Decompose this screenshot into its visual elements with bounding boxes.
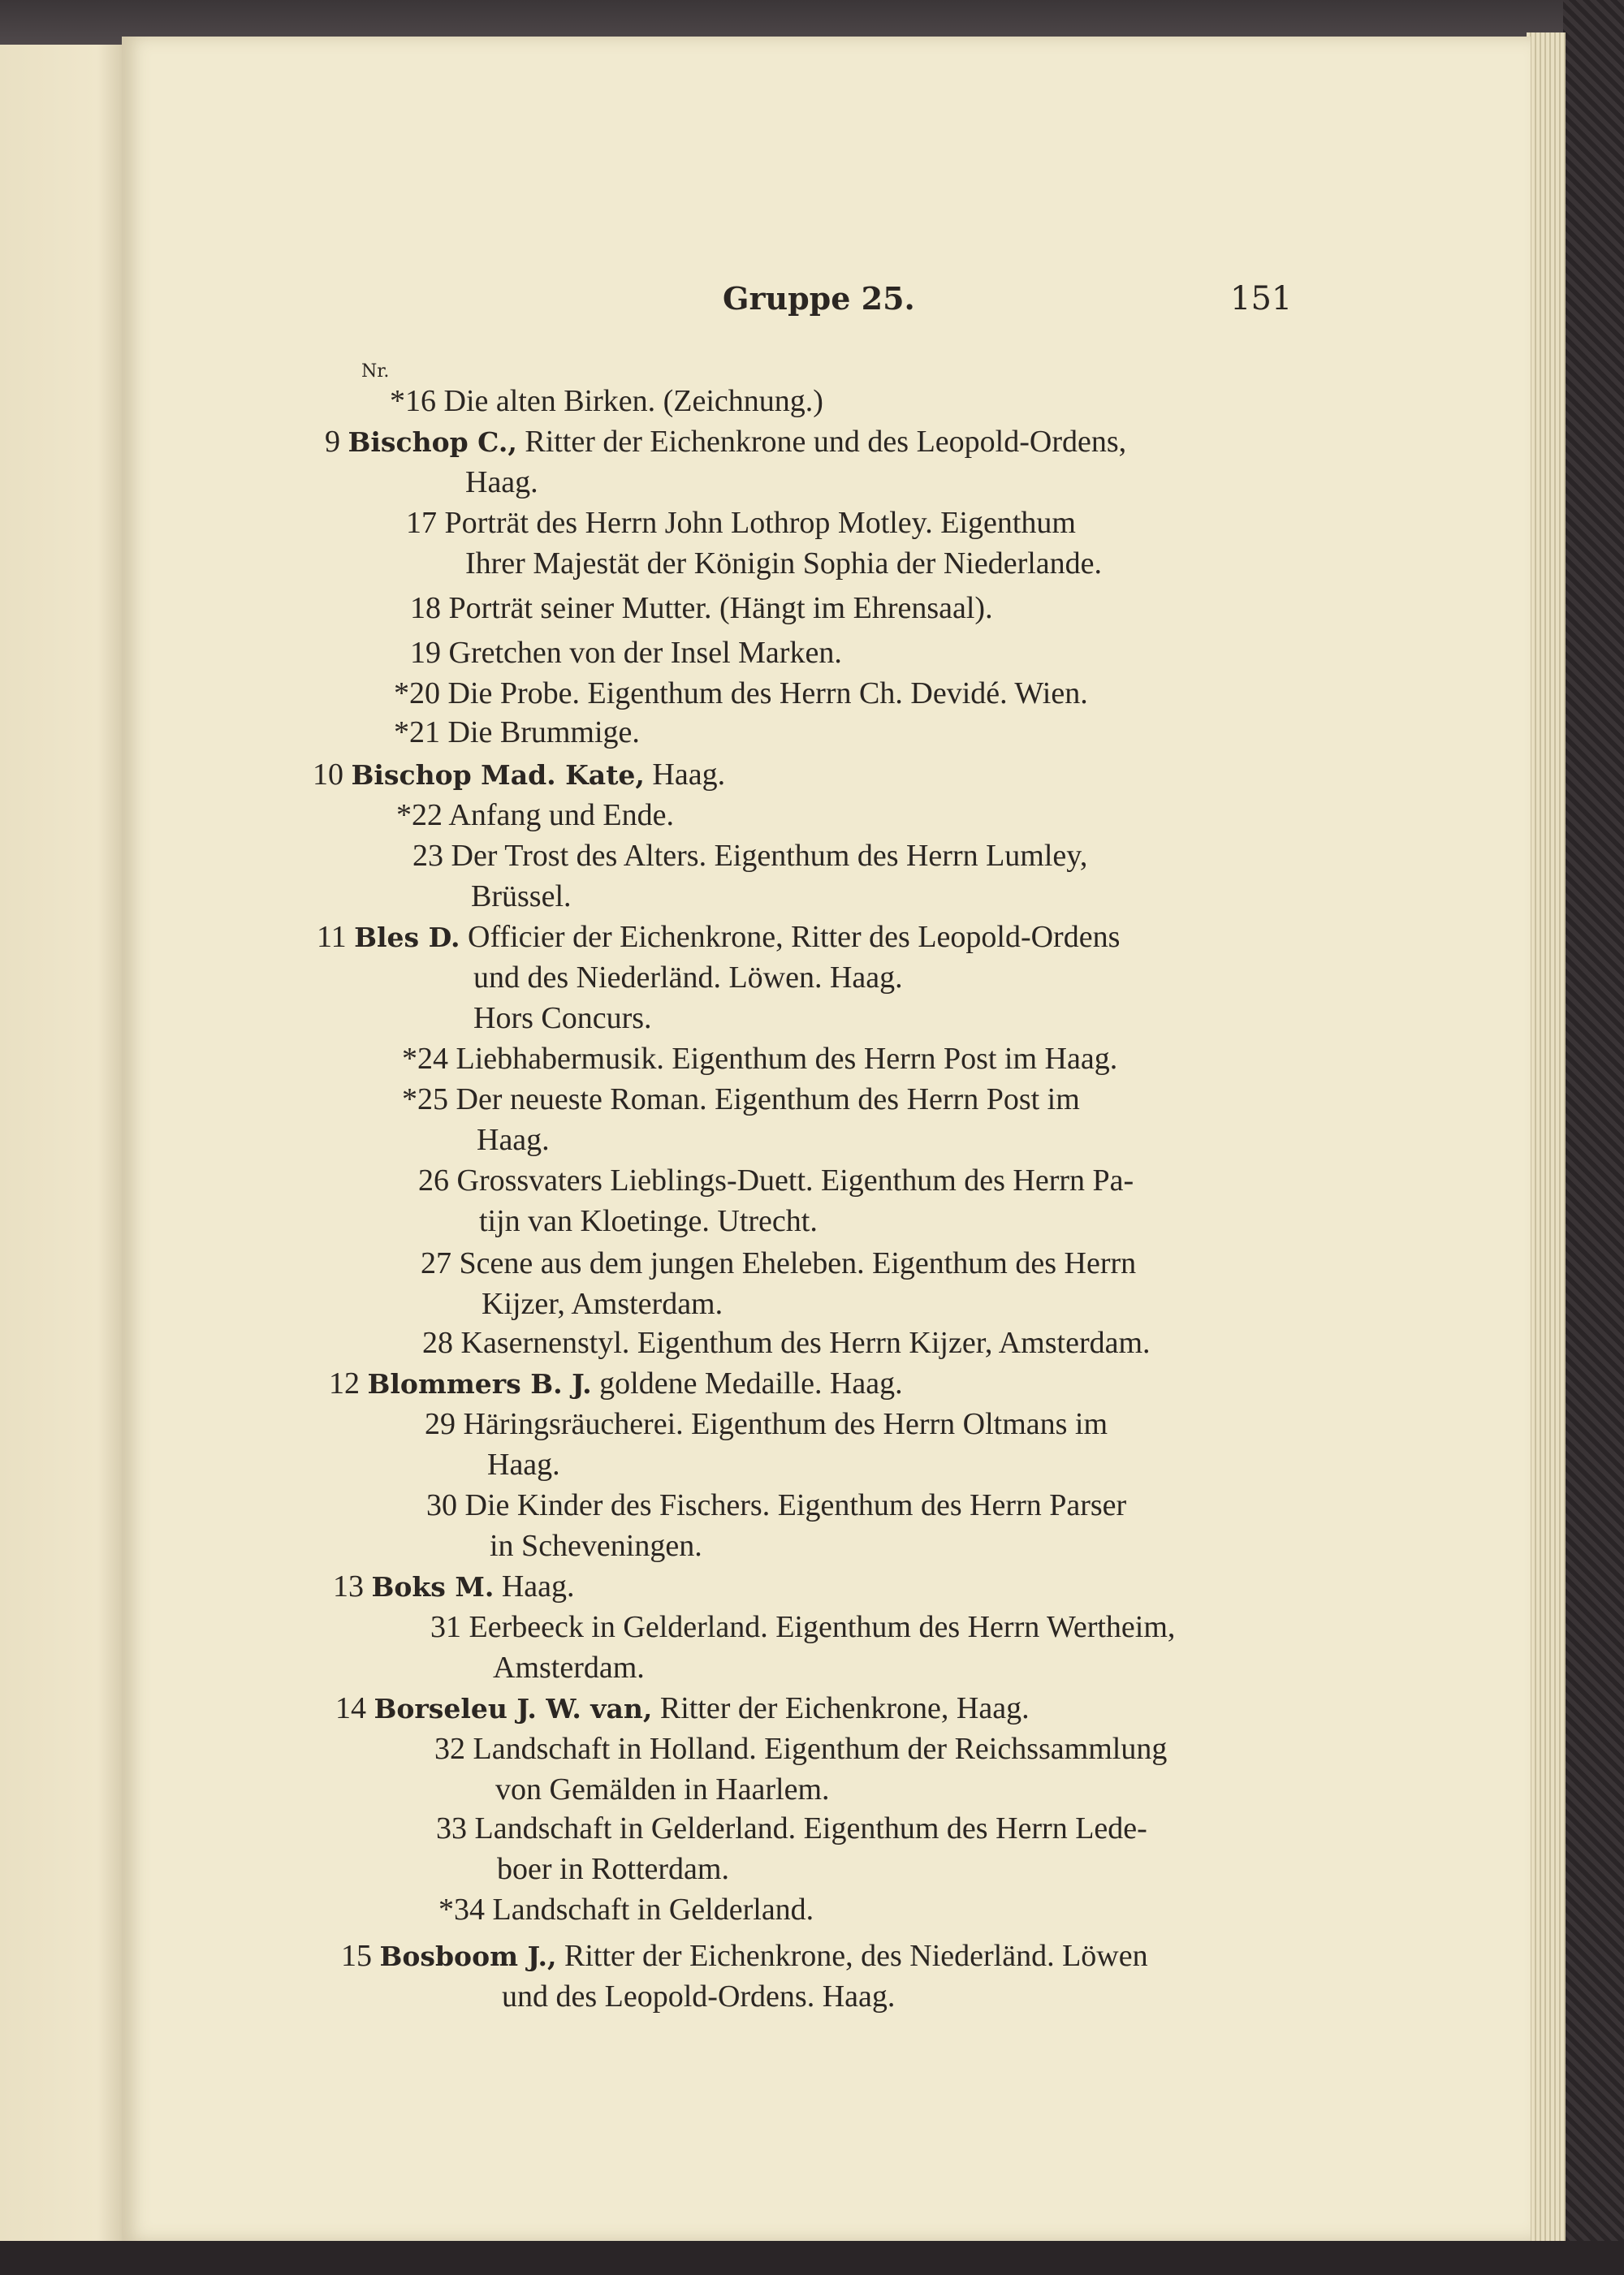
- item-text: Der Trost des Alters. Eigenthum des Herrn Lumley,: [451, 839, 1088, 873]
- running-title: Gruppe 25.: [723, 280, 915, 317]
- artist-honours: Officier der Eichenkrone, Ritter des Leopold-Ordens: [468, 920, 1121, 954]
- entry-line: [418, 1161, 1134, 1200]
- continuation-line: [477, 1120, 550, 1159]
- artist-honours: Haag.: [501, 1569, 575, 1604]
- item-number: 33: [436, 1811, 467, 1845]
- artist-honours: goldene Medaille. Haag.: [599, 1366, 903, 1401]
- item-text: Scene aus dem jungen Eheleben. Eigenthum des Herrn: [459, 1246, 1137, 1280]
- item-text: Die Kinder des Fischers. Eigenthum des Herrn Parser: [464, 1488, 1127, 1522]
- entry-line: [402, 1039, 1117, 1078]
- continuation-line: [482, 1284, 723, 1323]
- item-text: Haag.: [477, 1123, 550, 1157]
- continuation-line: [479, 1202, 818, 1241]
- entry-line: [430, 1608, 1175, 1647]
- continuation-line: [502, 1977, 895, 2016]
- artist-line: [317, 917, 1120, 956]
- item-number: 29: [425, 1407, 456, 1441]
- item-text: Landschaft in Gelderland. Eigenthum des Herrn Lede-: [474, 1811, 1147, 1845]
- artist-number: 10: [313, 758, 343, 792]
- item-number: 31: [430, 1610, 461, 1644]
- book-cover-bottom: [0, 2241, 1624, 2275]
- continuation-line: [471, 877, 572, 916]
- continuation-line: [473, 999, 652, 1038]
- artist-number: 12: [329, 1366, 360, 1401]
- artist-number: 14: [335, 1691, 366, 1725]
- item-text: von Gemälden in Haarlem.: [495, 1772, 830, 1807]
- item-text: Die Probe. Eigenthum des Herrn Ch. Devidé. Wien.: [447, 676, 1088, 710]
- item-text: Landschaft in Gelderland.: [492, 1893, 814, 1927]
- entry-line: [390, 382, 823, 421]
- artist-line: [333, 1567, 575, 1606]
- item-text: Häringsräucherei. Eigenthum des Herrn Oltmans im: [463, 1407, 1108, 1441]
- artist-honours: Ritter der Eichenkrone, des Niederländ. Löwen: [564, 1939, 1148, 1973]
- artist-number: 13: [333, 1569, 364, 1604]
- item-number: *22: [396, 798, 443, 832]
- artist-honours: Haag.: [652, 758, 726, 792]
- artist-honours: Ritter der Eichenkrone, Haag.: [659, 1691, 1030, 1725]
- item-text: Kasernenstyl. Eigenthum des Herrn Kijzer, Amsterdam.: [460, 1326, 1151, 1360]
- item-text: Eerbeeck in Gelderland. Eigenthum des Herrn Wertheim,: [469, 1610, 1176, 1644]
- item-text: Porträt des Herrn John Lothrop Motley. Eigenthum: [444, 506, 1076, 540]
- continuation-line: [465, 463, 538, 502]
- entry-line: [426, 1486, 1126, 1525]
- artist-number: 11: [317, 920, 347, 954]
- artist-name: Bosboom J.,: [379, 1940, 557, 1972]
- artist-name: Blommers B. J.: [367, 1368, 592, 1400]
- nr-column-label: Nr.: [361, 361, 390, 382]
- item-number: 23: [412, 839, 443, 873]
- item-number: *16: [390, 384, 436, 418]
- artist-name: Boks M.: [371, 1571, 495, 1603]
- item-text: und des Niederländ. Löwen. Haag.: [473, 961, 903, 995]
- artist-number: 15: [341, 1939, 372, 1973]
- item-text: Kijzer, Amsterdam.: [482, 1287, 723, 1321]
- entry-line: [394, 674, 1088, 713]
- item-number: *24: [402, 1042, 448, 1076]
- entry-line: [410, 589, 993, 628]
- page-stack-edges: [1527, 32, 1566, 2241]
- entry-line: [410, 633, 842, 672]
- item-text: Hors Concurs.: [473, 1001, 652, 1035]
- item-number: *21: [394, 715, 440, 749]
- artist-name: Bles D.: [354, 922, 460, 953]
- artist-line: [325, 422, 1126, 461]
- artist-line: [341, 1936, 1148, 1975]
- item-number: 18: [410, 591, 441, 625]
- item-text: Brüssel.: [471, 879, 572, 913]
- entry-line: [394, 713, 640, 752]
- item-number: 30: [426, 1488, 457, 1522]
- artist-honours: Ritter der Eichenkrone und des Leopold-Ordens,: [525, 425, 1127, 459]
- artist-line: [329, 1364, 903, 1403]
- continuation-line: [493, 1648, 645, 1687]
- item-text: Gretchen von der Insel Marken.: [448, 636, 842, 670]
- item-text: Anfang und Ende.: [448, 798, 674, 832]
- artist-line: [335, 1689, 1030, 1728]
- entry-line: [438, 1890, 814, 1929]
- entry-line: [396, 796, 674, 835]
- item-text: Haag.: [465, 465, 538, 499]
- item-text: Porträt seiner Mutter. (Hängt im Ehrensaal).: [448, 591, 993, 625]
- item-text: Landschaft in Holland. Eigenthum der Reichssammlung: [473, 1732, 1168, 1766]
- item-number: 26: [418, 1163, 449, 1198]
- item-text: Liebhabermusik. Eigenthum des Herrn Post im Haag.: [456, 1042, 1118, 1076]
- item-number: 19: [410, 636, 441, 670]
- item-text: Der neueste Roman. Eigenthum des Herrn Post im: [456, 1082, 1080, 1116]
- item-text: Haag.: [487, 1448, 560, 1482]
- item-text: Die Brummige.: [447, 715, 640, 749]
- item-text: und des Leopold-Ordens. Haag.: [502, 1979, 896, 2014]
- entry-line: [421, 1244, 1136, 1283]
- continuation-line: [473, 958, 903, 997]
- item-number: *34: [438, 1893, 485, 1927]
- item-text: Grossvaters Lieblings-Duett. Eigenthum des Herrn Pa-: [456, 1163, 1134, 1198]
- artist-name: Bischop C.,: [348, 426, 517, 458]
- page-header: [122, 280, 1531, 329]
- artist-number: 9: [325, 425, 340, 459]
- entry-line: [412, 836, 1087, 875]
- item-number: 32: [434, 1732, 465, 1766]
- item-text: Die alten Birken. (Zeichnung.): [443, 384, 823, 418]
- book-cover-edge: [1563, 0, 1624, 2275]
- book-page: [122, 37, 1531, 2241]
- continuation-line: [487, 1445, 560, 1484]
- entry-line: [422, 1323, 1151, 1362]
- item-number: *25: [402, 1082, 448, 1116]
- item-number: 17: [406, 506, 437, 540]
- item-number: 28: [422, 1326, 453, 1360]
- facing-page-edge: [0, 45, 123, 2241]
- artist-name: Borseleu J. W. van,: [374, 1693, 653, 1725]
- artist-name: Bischop Mad. Kate,: [351, 759, 645, 791]
- continuation-line: [465, 544, 1102, 583]
- entry-line: [406, 503, 1076, 542]
- page-number: 151: [1230, 280, 1293, 317]
- artist-line: [313, 755, 725, 794]
- item-text: boer in Rotterdam.: [497, 1852, 729, 1886]
- item-text: Ihrer Majestät der Königin Sophia der Niederlande.: [465, 546, 1103, 581]
- entry-line: [402, 1080, 1080, 1119]
- continuation-line: [490, 1526, 702, 1565]
- item-number: *20: [394, 676, 440, 710]
- entry-line: [425, 1405, 1108, 1444]
- item-text: tijn van Kloetinge. Utrecht.: [479, 1204, 818, 1238]
- item-number: 27: [421, 1246, 451, 1280]
- item-text: Amsterdam.: [493, 1651, 645, 1685]
- item-text: in Scheveningen.: [490, 1529, 702, 1563]
- entry-line: [434, 1729, 1167, 1768]
- continuation-line: [497, 1850, 729, 1889]
- entry-line: [436, 1809, 1147, 1848]
- continuation-line: [495, 1770, 830, 1809]
